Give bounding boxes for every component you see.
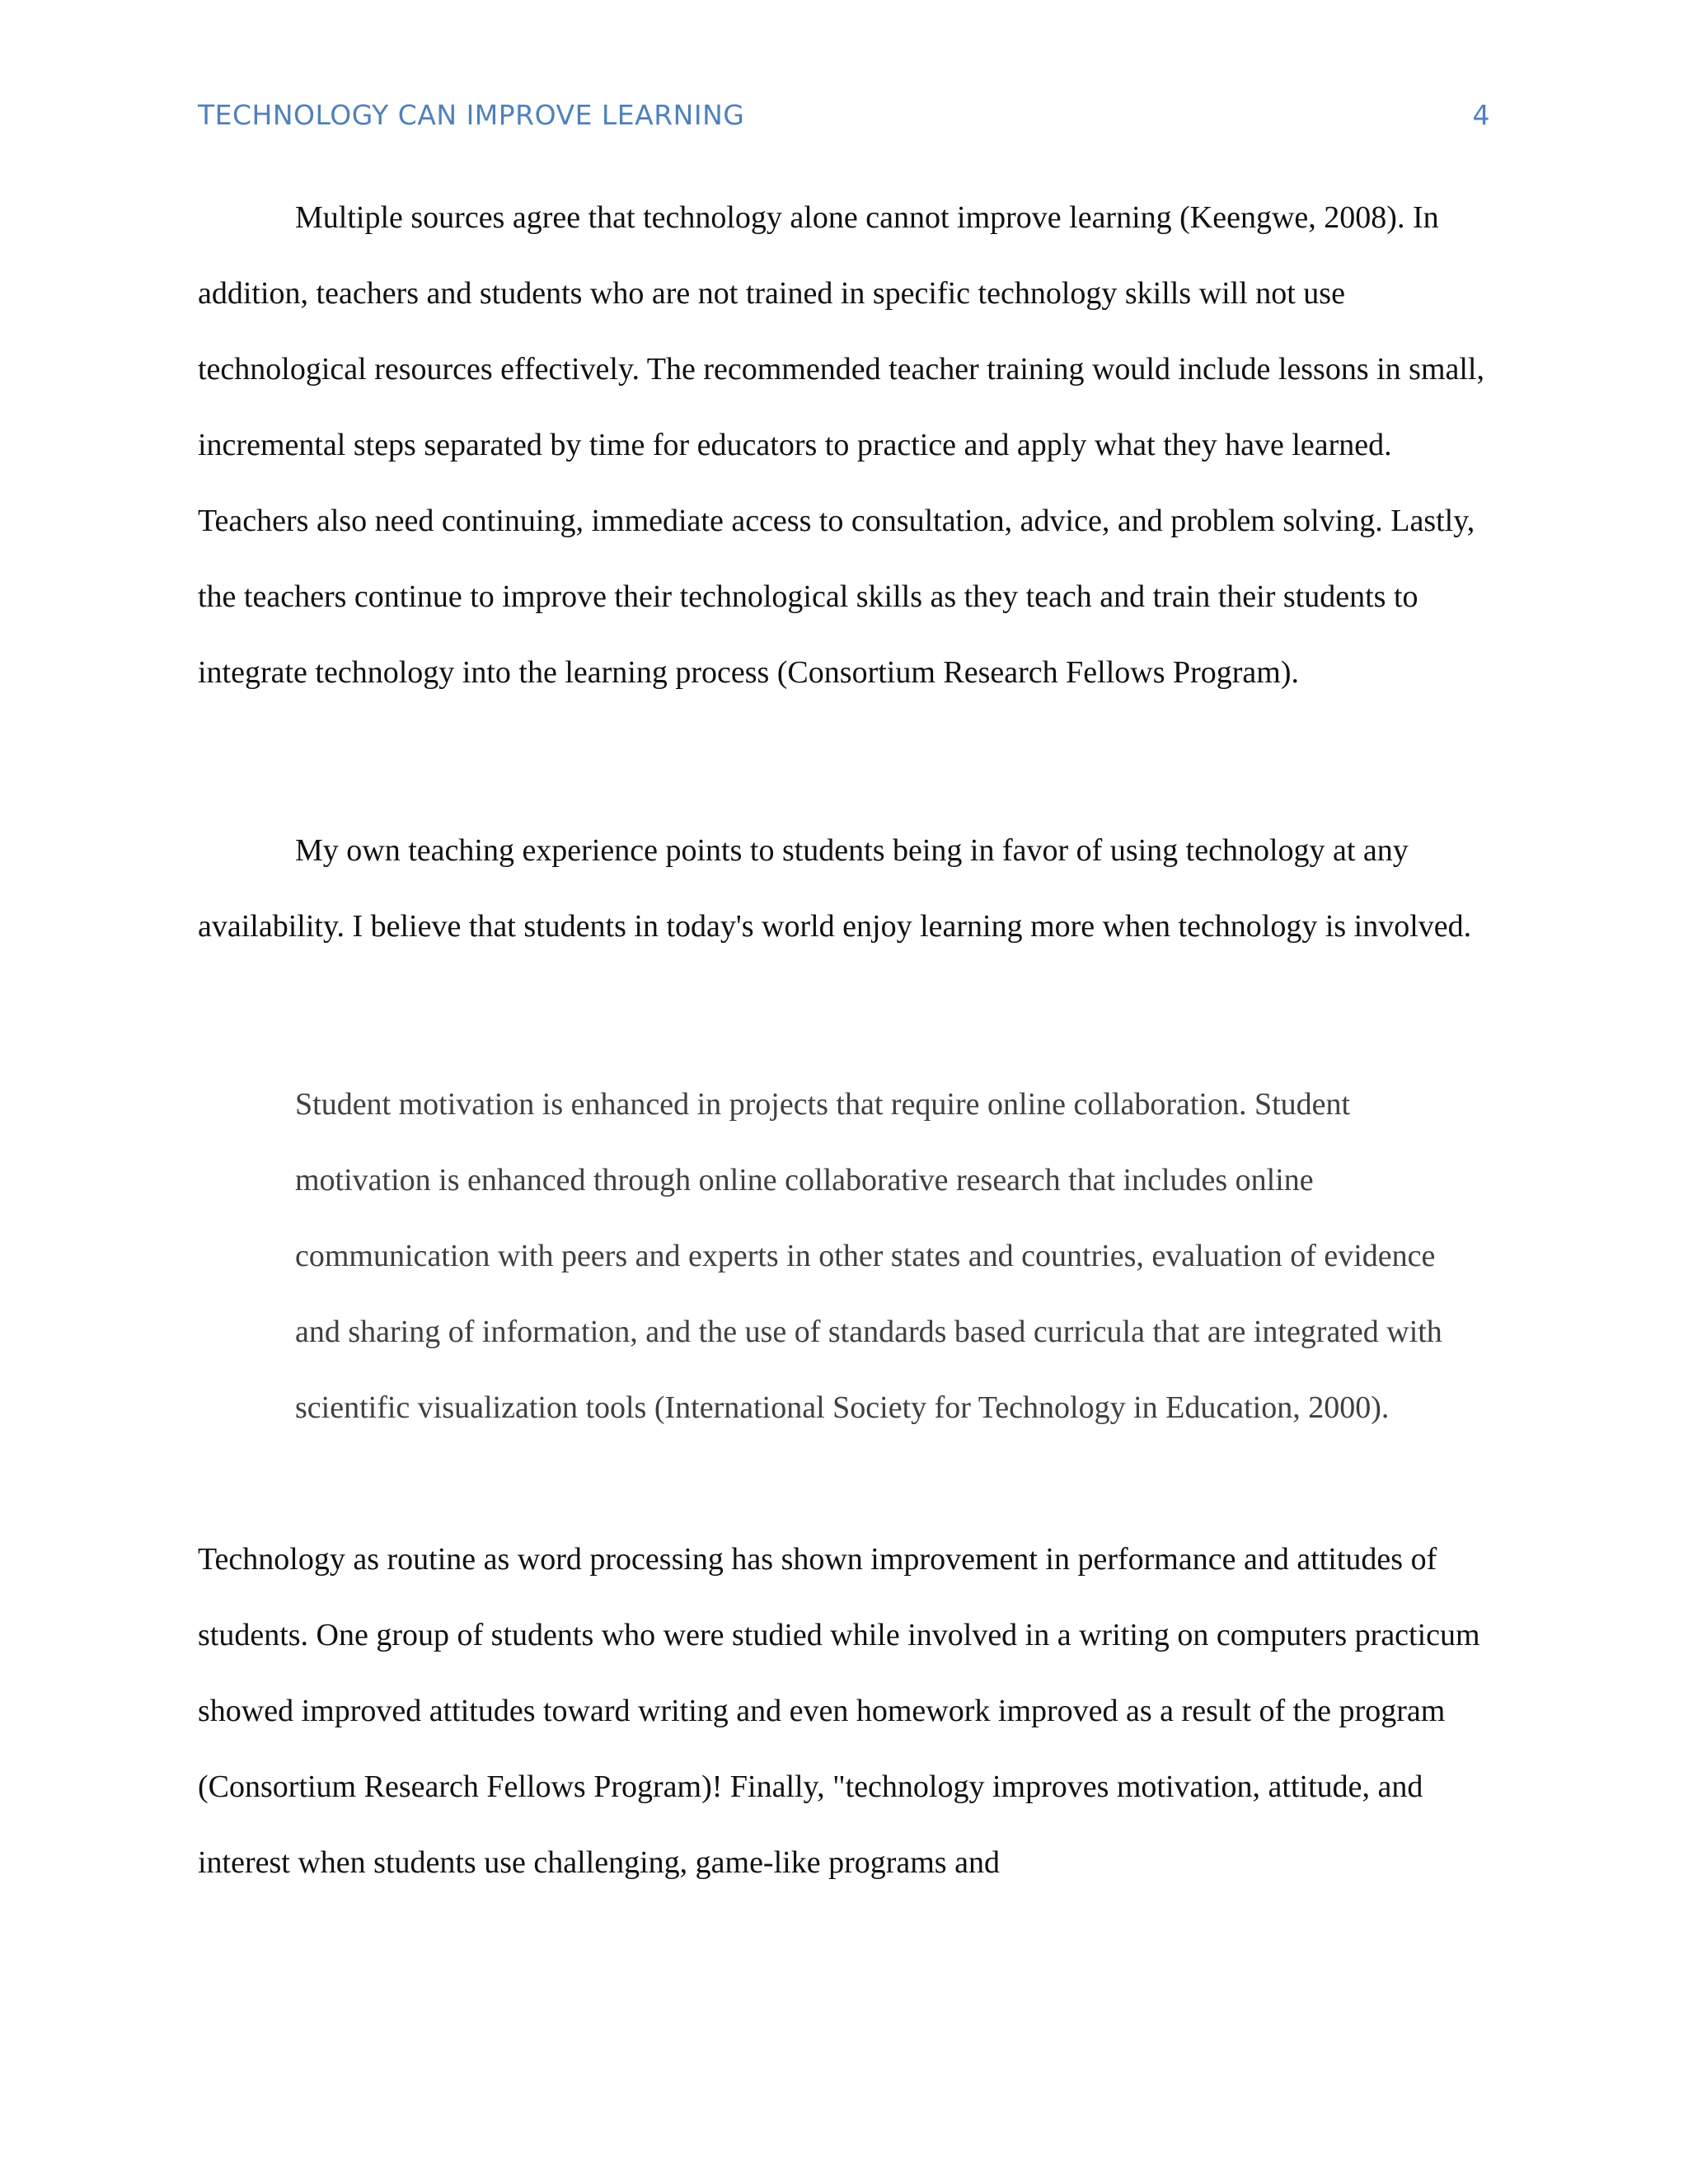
page-number: 4 — [1472, 99, 1490, 131]
running-head-title: TECHNOLOGY CAN IMPROVE LEARNING — [198, 99, 745, 131]
block-quote — [295, 1066, 1482, 1446]
paragraph-3-container — [198, 1521, 1500, 1900]
paragraph-2: My own teaching experience points to students being in favor of using technology at any availability. I believe that students in today's world enjoy learning more when technology is involved. — [198, 833, 1472, 944]
paragraph-3: Technology as routine as word processing has shown improvement in performance and attitudes of students. One group of students who were studied while involved in a writing on computers practicum showed improved attitudes toward writing and even homework improved as a result of the program (Consortium Research Fellows Program)! Finally, "technology improves motivation, attitude, and interest when students use challenging, game-like programs and — [198, 1542, 1480, 1880]
running-head — [198, 99, 1490, 131]
paragraph-2-container — [198, 813, 1500, 964]
block-quote-text: Student motivation is enhanced in projects that require online collaboration. Student motivation is enhanced through online collaborative research that includes online communication with peers and experts in other states and countries, evaluation of evidence and sharing of information, and the use of standards based curricula that are integrated with scientific visualization tools (International Society for Technology in Education, 2000). — [295, 1087, 1442, 1425]
paragraph-1: Multiple sources agree that technology alone cannot improve learning (Keengwe, 2008). In addition, teachers and students who are not trained in specific technology skills will not use technological resources effectively. The recommended teacher training would include lessons in small, incremental steps separated by time for educators to practice and apply what they have learned. Teachers also need continuing, immediate access to consultation, advice, and problem solving. Lastly, the teachers continue to improve their technological skills as they teach and train their students to integrate technology into the learning process (Consortium Research Fellows Program). — [198, 200, 1484, 690]
paragraph-1-container — [198, 180, 1500, 710]
